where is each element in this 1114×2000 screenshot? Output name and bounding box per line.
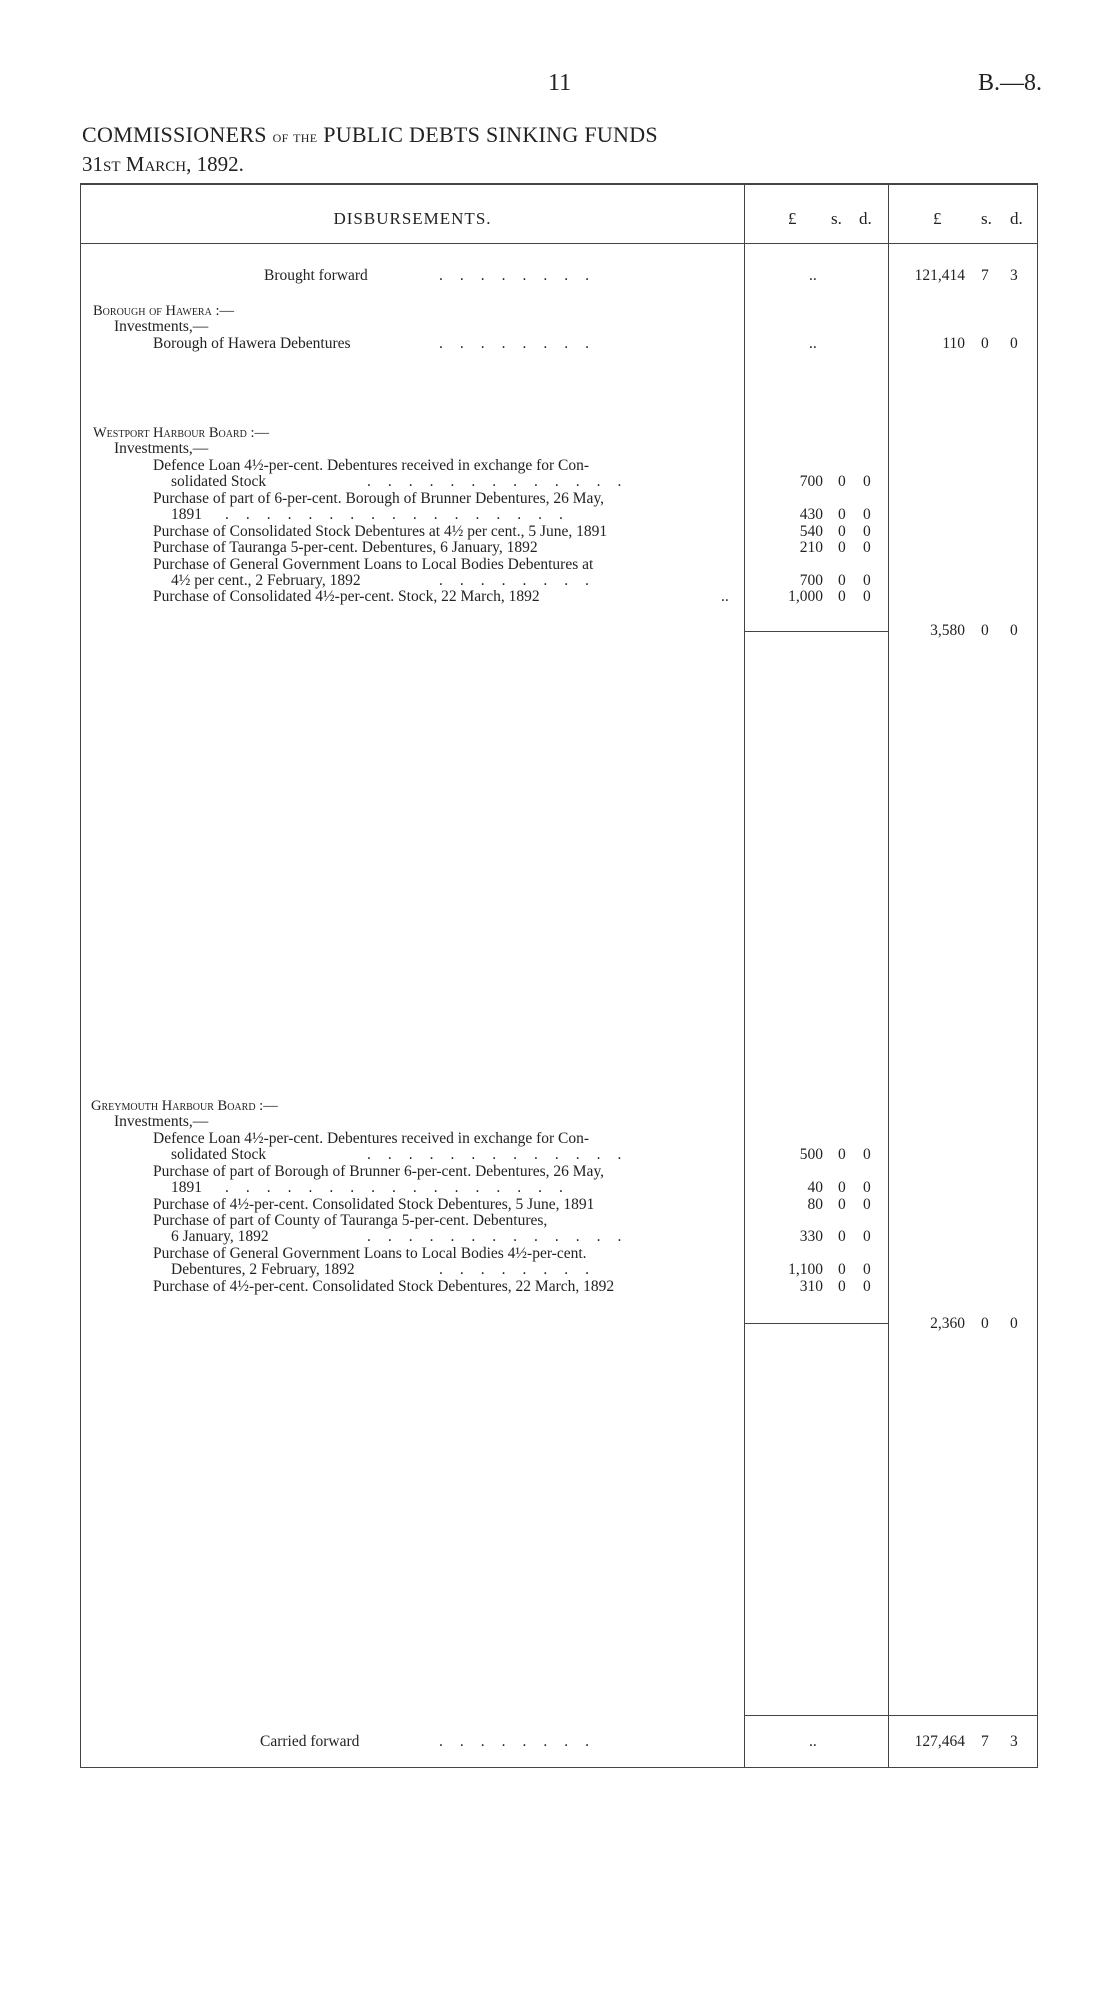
hawera-pence: 0 [1010,335,1018,352]
westport-line: Purchase of Consolidated 4½-per-cent. Stock, 22 March, 1892 [153,588,540,605]
greymouth-amount-pounds: 40 [807,1179,823,1196]
hawera-pounds: 110 [942,335,965,352]
greymouth-amount-pounds: 80 [807,1196,823,1213]
westport-line: Purchase of part of 6-per-cent. Borough of Brunner Debentures, 26 May, [153,490,605,507]
leader-dots: ........ [439,1733,606,1750]
carried-forward-pence: 3 [1010,1733,1018,1750]
westport-total-pence: 0 [1010,622,1018,639]
carried-forward-rule [744,1715,1037,1716]
greymouth-line: Purchase of part of Borough of Brunner 6-per-cent. Debentures, 26 May, [153,1163,605,1180]
greymouth-total-pounds: 2,360 [930,1315,965,1332]
title-part-1: COMMISSIONERS [82,122,267,147]
leader-dots: ........ [439,335,606,352]
greymouth-amount-pence: 0 [863,1261,871,1278]
carried-forward-pounds: 127,464 [914,1733,965,1750]
header-description: DISBURSEMENTS. [333,209,492,228]
greymouth-amount-pounds: 330 [799,1228,823,1245]
westport-amount-shillings: 0 [838,506,846,523]
carried-forward-label: Carried forward [260,1733,360,1750]
greymouth-amount-shillings: 0 [838,1196,846,1213]
greymouth-amount-pence: 0 [863,1179,871,1196]
westport-amount-shillings: 0 [838,572,846,589]
westport-amount-pence: 0 [863,506,871,523]
westport-line: Purchase of Tauranga 5-per-cent. Debentures, 6 January, 1892 [153,539,538,556]
greymouth-amount-shillings: 0 [838,1278,846,1295]
leader-dots: ........ [439,572,606,589]
leader-dots: .. [721,588,729,605]
header-outer-pence: d. [1010,209,1023,228]
westport-amount-pence: 0 [863,588,871,605]
westport-line: Purchase of General Government Loans to Local Bodies Debentures at [153,556,594,573]
hawera-shillings: 0 [981,335,989,352]
westport-total-pounds: 3,580 [930,622,965,639]
greymouth-amount-pence: 0 [863,1228,871,1245]
date-part-2: March [125,152,187,176]
westport-line: 4½ per cent., 2 February, 1892 [171,572,361,589]
hawera-item: Borough of Hawera Debentures [153,335,351,352]
investments-label: Investments,— [114,318,209,335]
brought-forward-pence: 3 [1010,267,1018,284]
westport-amount-pounds: 540 [799,523,823,540]
leader-dots: ................. [225,1179,580,1196]
header-outer-shillings: s. [981,209,992,228]
brought-forward-pounds: 121,414 [914,267,965,284]
greymouth-amount-shillings: 0 [838,1261,846,1278]
date-part-1: 31st [82,152,121,176]
section-heading-westport: Westport Harbour Board :— [93,425,269,441]
greymouth-amount-shillings: 0 [838,1146,846,1163]
westport-amount-shillings: 0 [838,539,846,556]
section-heading-greymouth: Greymouth Harbour Board :— [91,1098,278,1114]
greymouth-total-shillings: 0 [981,1315,989,1332]
greymouth-amount-shillings: 0 [838,1179,846,1196]
westport-amount-pence: 0 [863,539,871,556]
brought-forward-shillings: 7 [981,267,989,284]
westport-total-shillings: 0 [981,622,989,639]
leader-dots: ............. [367,1146,639,1163]
greymouth-line: Defence Loan 4½-per-cent. Debentures received in exchange for Con- [153,1130,590,1147]
carried-forward-inner: .. [809,1733,817,1750]
westport-amount-pounds: 1,000 [788,588,823,605]
leader-dots: ............. [367,1228,639,1245]
westport-amount-pounds: 430 [799,506,823,523]
column-rule [744,185,745,1767]
westport-amount-pounds: 700 [799,572,823,589]
page-date [82,152,244,177]
greymouth-line: Purchase of part of County of Tauranga 5-per-cent. Debentures, [153,1212,548,1229]
westport-line: Defence Loan 4½-per-cent. Debentures received in exchange for Con- [153,457,590,474]
greymouth-amount-pence: 0 [863,1146,871,1163]
westport-line: solidated Stock [171,473,267,490]
leader-dots: ........ [439,1261,606,1278]
westport-amount-pounds: 210 [799,539,823,556]
greymouth-amount-shillings: 0 [838,1228,846,1245]
greymouth-line: solidated Stock [171,1146,267,1163]
greymouth-line: 6 January, 1892 [171,1228,269,1245]
page-number: 11 [548,70,572,96]
westport-line: Purchase of Consolidated Stock Debentures at 4½ per cent., 5 June, 1891 [153,523,608,540]
header-inner-pounds: £ [788,209,797,228]
westport-amount-pounds: 700 [799,473,823,490]
subtotal-rule [744,631,888,632]
greymouth-total-pence: 0 [1010,1315,1018,1332]
westport-amount-pence: 0 [863,473,871,490]
westport-amount-shillings: 0 [838,523,846,540]
header-outer-pounds: £ [933,209,942,228]
westport-amount-pence: 0 [863,523,871,540]
date-part-3: , 1892. [186,152,244,176]
westport-amount-pence: 0 [863,572,871,589]
leader-dots: ............. [367,473,639,490]
leader-dots: ........ [439,267,606,284]
greymouth-line: Debentures, 2 February, 1892 [171,1261,355,1278]
westport-line: 1891 [171,506,202,523]
investments-label: Investments,— [114,440,209,457]
title-part-3: PUBLIC DEBTS SINKING FUNDS [323,122,658,147]
header-inner-shillings: s. [831,209,842,228]
column-rule [888,185,889,1767]
leader-dots: ................. [225,506,580,523]
westport-amount-shillings: 0 [838,473,846,490]
greymouth-line: Purchase of 4½-per-cent. Consolidated Stock Debentures, 5 June, 1891 [153,1196,595,1213]
greymouth-line: 1891 [171,1179,202,1196]
greymouth-amount-pounds: 310 [799,1278,823,1295]
greymouth-amount-pence: 0 [863,1196,871,1213]
greymouth-line: Purchase of General Government Loans to Local Bodies 4½-per-cent. [153,1245,587,1262]
investments-label: Investments,— [114,1113,209,1130]
document-reference: B.—8. [977,70,1042,96]
subtotal-rule [744,1323,888,1324]
header-inner-pence: d. [859,209,872,228]
title-part-2: of the [272,127,318,146]
greymouth-amount-pounds: 500 [799,1146,823,1163]
greymouth-amount-pounds: 1,100 [788,1261,823,1278]
disbursements-table [80,183,1038,1768]
section-heading-hawera: Borough of Hawera :— [93,303,234,319]
greymouth-amount-pence: 0 [863,1278,871,1295]
greymouth-line: Purchase of 4½-per-cent. Consolidated Stock Debentures, 22 March, 1892 [153,1278,615,1295]
brought-forward-inner: .. [809,267,817,284]
brought-forward-label: Brought forward [264,267,368,284]
page-title [82,122,658,148]
hawera-inner: .. [809,335,817,352]
westport-amount-shillings: 0 [838,588,846,605]
carried-forward-shillings: 7 [981,1733,989,1750]
header-rule [81,243,1037,244]
